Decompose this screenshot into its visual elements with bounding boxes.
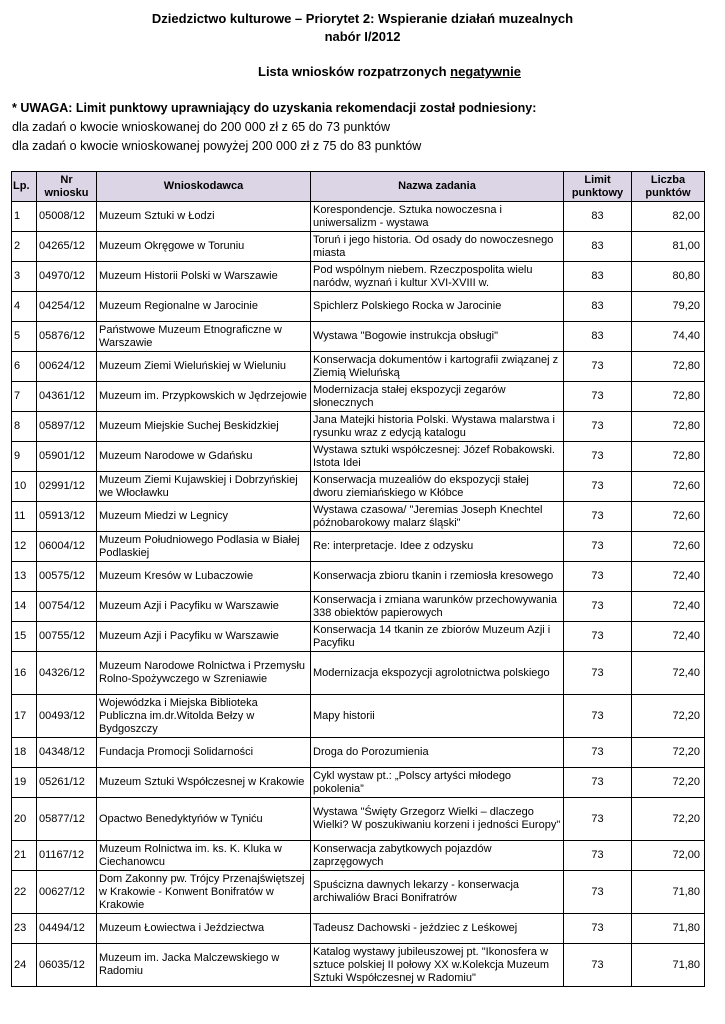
cell-applicant: Muzeum Azji i Pacyfiku w Warszawie [97, 622, 311, 652]
cell-nr: 00493/12 [37, 695, 97, 738]
cell-lp: 11 [12, 502, 37, 532]
table-row [12, 412, 705, 442]
cell-nr: 04970/12 [37, 262, 97, 292]
cell-task: Konserwacja zbioru tkanin i rzemiosła kresowego [311, 562, 564, 592]
cell-applicant: Muzeum Azji i Pacyfiku w Warszawie [97, 592, 311, 622]
table-row [12, 382, 705, 412]
cell-applicant: Wojewódzka i Miejska Biblioteka Publiczna im.dr.Witolda Bełzy w Bydgoszczy [97, 695, 311, 738]
cell-score: 72,60 [632, 532, 705, 562]
cell-task: Pod wspólnym niebem. Rzeczpospolita wielu naródw, wyznań i kultur XVI-XVIII w. [311, 262, 564, 292]
threshold-note-low: dla zadań o kwocie wnioskowanej do 200 000 zł z 65 do 73 punktów [12, 120, 391, 134]
cell-applicant: Fundacja Promocji Solidarności [97, 738, 311, 768]
table-row [12, 871, 705, 914]
list-heading [258, 64, 521, 79]
cell-score: 72,40 [632, 562, 705, 592]
cell-limit: 83 [564, 322, 632, 352]
warning-note: * UWAGA: Limit punktowy uprawniający do uzyskania rekomendacji został podniesiony: [12, 101, 537, 115]
cell-lp: 9 [12, 442, 37, 472]
cell-score: 72,20 [632, 695, 705, 738]
table-row [12, 442, 705, 472]
cell-applicant: Państwowe Muzeum Etnograficzne w Warszawie [97, 322, 311, 352]
cell-applicant: Muzeum Miejskie Suchej Beskidzkiej [97, 412, 311, 442]
cell-limit: 73 [564, 944, 632, 987]
table-row [12, 695, 705, 738]
cell-nr: 05261/12 [37, 768, 97, 798]
cell-score: 71,80 [632, 944, 705, 987]
table-row [12, 914, 705, 944]
header-nr: Nr wniosku [37, 172, 97, 202]
cell-applicant: Muzeum Sztuki Współczesnej w Krakowie [97, 768, 311, 798]
table-row [12, 944, 705, 987]
cell-task: Katalog wystawy jubileuszowej pt. "Ikonosfera w sztuce polskiej II połowy XX w.Kolekcja Muzeum Sztuki Współczesnej w Radomiu" [311, 944, 564, 987]
cell-limit: 73 [564, 914, 632, 944]
cell-score: 71,80 [632, 914, 705, 944]
cell-applicant: Muzeum Ziemi Wieluńskiej w Wieluniu [97, 352, 311, 382]
cell-task: Re: interpretacje. Idee z odzysku [311, 532, 564, 562]
cell-nr: 05008/12 [37, 202, 97, 232]
cell-task: Konserwacja 14 tkanin ze zbiorów Muzeum Azji i Pacyfiku [311, 622, 564, 652]
cell-applicant: Muzeum im. Jacka Malczewskiego w Radomiu [97, 944, 311, 987]
cell-nr: 05913/12 [37, 502, 97, 532]
cell-limit: 83 [564, 262, 632, 292]
cell-nr: 05901/12 [37, 442, 97, 472]
cell-applicant: Muzeum Rolnictwa im. ks. K. Kluka w Ciechanowcu [97, 841, 311, 871]
cell-task: Konserwacja i zmiana warunków przechowywania 338 obiektów papierowych [311, 592, 564, 622]
cell-lp: 10 [12, 472, 37, 502]
cell-applicant: Muzeum Okręgowe w Toruniu [97, 232, 311, 262]
header-applicant: Wnioskodawca [97, 172, 311, 202]
cell-lp: 22 [12, 871, 37, 914]
cell-task: Tadeusz Dachowski - jeździec z Leśkowej [311, 914, 564, 944]
cell-limit: 83 [564, 292, 632, 322]
table-row [12, 798, 705, 841]
cell-applicant: Muzeum Narodowe Rolnictwa i Przemysłu Rolno-Spożywczego w Szreniawie [97, 652, 311, 695]
cell-task: Konserwacja muzealiów do ekspozycji stałej dworu ziemiańskiego w Kłóbce [311, 472, 564, 502]
cell-limit: 73 [564, 412, 632, 442]
table-row [12, 352, 705, 382]
document-title: Dziedzictwo kulturowe – Priorytet 2: Wspieranie działań muzealnych [151, 11, 574, 26]
table-row [12, 292, 705, 322]
cell-lp: 24 [12, 944, 37, 987]
cell-score: 72,80 [632, 382, 705, 412]
cell-applicant: Muzeum Miedzi w Legnicy [97, 502, 311, 532]
cell-applicant: Muzeum Łowiectwa i Jeździectwa [97, 914, 311, 944]
cell-limit: 83 [564, 202, 632, 232]
cell-score: 72,40 [632, 592, 705, 622]
cell-score: 80,80 [632, 262, 705, 292]
cell-task: Cykl wystaw pt.: „Polscy artyści młodego pokolenia” [311, 768, 564, 798]
cell-nr: 00627/12 [37, 871, 97, 914]
cell-lp: 5 [12, 322, 37, 352]
cell-task: Modernizacja ekspozycji agrolotnictwa polskiego [311, 652, 564, 695]
cell-lp: 16 [12, 652, 37, 695]
cell-lp: 1 [12, 202, 37, 232]
cell-score: 72,40 [632, 652, 705, 695]
cell-nr: 04361/12 [37, 382, 97, 412]
cell-task: Wystawa "Bogowie instrukcja obsługi" [311, 322, 564, 352]
cell-task: Droga do Porozumienia [311, 738, 564, 768]
cell-lp: 17 [12, 695, 37, 738]
cell-task: Wystawa "Święty Grzegorz Wielki – dlaczego Wielki? W poszukiwaniu korzeni i jedności Europy" [311, 798, 564, 841]
cell-task: Toruń i jego historia. Od osady do nowoczesnego miasta [311, 232, 564, 262]
cell-applicant: Muzeum Narodowe w Gdańsku [97, 442, 311, 472]
cell-lp: 8 [12, 412, 37, 442]
table-row [12, 592, 705, 622]
cell-limit: 83 [564, 232, 632, 262]
cell-lp: 23 [12, 914, 37, 944]
table-row [12, 841, 705, 871]
cell-nr: 04494/12 [37, 914, 97, 944]
cell-score: 79,20 [632, 292, 705, 322]
cell-score: 81,00 [632, 232, 705, 262]
cell-nr: 00575/12 [37, 562, 97, 592]
cell-nr: 05876/12 [37, 322, 97, 352]
cell-nr: 04348/12 [37, 738, 97, 768]
list-heading-prefix: Lista wniosków rozpatrzonych [258, 64, 451, 79]
cell-nr: 05877/12 [37, 798, 97, 841]
cell-task: Spuścizna dawnych lekarzy - konserwacja archiwaliów Braci Bonifratrów [311, 871, 564, 914]
cell-nr: 04254/12 [37, 292, 97, 322]
cell-task: Wystawa czasowa/ "Jeremias Joseph Knechtel późnobarokowy malarz śląski" [311, 502, 564, 532]
cell-limit: 73 [564, 592, 632, 622]
cell-limit: 73 [564, 352, 632, 382]
cell-nr: 00755/12 [37, 622, 97, 652]
cell-task: Jana Matejki historia Polski. Wystawa malarstwa i rysunku wraz z edycją katalogu [311, 412, 564, 442]
cell-nr: 04265/12 [37, 232, 97, 262]
cell-applicant: Muzeum Historii Polski w Warszawie [97, 262, 311, 292]
cell-nr: 00754/12 [37, 592, 97, 622]
cell-applicant: Muzeum Regionalne w Jarocinie [97, 292, 311, 322]
cell-score: 72,20 [632, 768, 705, 798]
cell-lp: 20 [12, 798, 37, 841]
cell-task: Konserwacja dokumentów i kartografii związanej z Ziemią Wieluńską [311, 352, 564, 382]
cell-applicant: Muzeum im. Przypkowskich w Jędrzejowie [97, 382, 311, 412]
cell-score: 72,60 [632, 472, 705, 502]
cell-lp: 19 [12, 768, 37, 798]
cell-applicant: Dom Zakonny pw. Trójcy Przenajświętszej w Krakowie - Konwent Bonifratów w Krakowie [97, 871, 311, 914]
cell-nr: 06004/12 [37, 532, 97, 562]
cell-lp: 6 [12, 352, 37, 382]
cell-nr: 01167/12 [37, 841, 97, 871]
cell-limit: 73 [564, 871, 632, 914]
cell-lp: 4 [12, 292, 37, 322]
cell-lp: 2 [12, 232, 37, 262]
cell-lp: 12 [12, 532, 37, 562]
cell-score: 72,60 [632, 502, 705, 532]
applications-table [11, 171, 705, 987]
cell-nr: 04326/12 [37, 652, 97, 695]
cell-limit: 73 [564, 768, 632, 798]
threshold-note-high: dla zadań o kwocie wnioskowanej powyżej 200 000 zł z 75 do 83 punktów [12, 139, 422, 153]
cell-score: 74,40 [632, 322, 705, 352]
table-row [12, 232, 705, 262]
cell-task: Spichlerz Polskiego Rocka w Jarocinie [311, 292, 564, 322]
cell-score: 72,00 [632, 841, 705, 871]
table-row [12, 322, 705, 352]
list-heading-emphasis: negatywnie [450, 64, 521, 79]
header-limit: Limit punktowy [564, 172, 632, 202]
cell-score: 72,40 [632, 622, 705, 652]
cell-limit: 73 [564, 695, 632, 738]
cell-task: Korespondencje. Sztuka nowoczesna i uniwersalizm - wystawa [311, 202, 564, 232]
table-row [12, 768, 705, 798]
table-row [12, 738, 705, 768]
cell-nr: 00624/12 [37, 352, 97, 382]
cell-task: Mapy historii [311, 695, 564, 738]
table-row [12, 532, 705, 562]
cell-limit: 73 [564, 622, 632, 652]
cell-lp: 15 [12, 622, 37, 652]
cell-score: 72,20 [632, 738, 705, 768]
table-row [12, 562, 705, 592]
table-row [12, 652, 705, 695]
cell-lp: 3 [12, 262, 37, 292]
cell-lp: 21 [12, 841, 37, 871]
cell-nr: 02991/12 [37, 472, 97, 502]
cell-limit: 73 [564, 532, 632, 562]
cell-applicant: Opactwo Benedyktyńów w Tyniću [97, 798, 311, 841]
header-score: Liczba punktów [632, 172, 705, 202]
cell-limit: 73 [564, 798, 632, 841]
cell-limit: 73 [564, 472, 632, 502]
cell-task: Konserwacja zabytkowych pojazdów zaprzęgowych [311, 841, 564, 871]
cell-limit: 73 [564, 442, 632, 472]
cell-score: 72,80 [632, 412, 705, 442]
table-row [12, 472, 705, 502]
cell-lp: 18 [12, 738, 37, 768]
cell-limit: 73 [564, 652, 632, 695]
cell-limit: 73 [564, 738, 632, 768]
cell-lp: 7 [12, 382, 37, 412]
cell-nr: 05897/12 [37, 412, 97, 442]
cell-lp: 13 [12, 562, 37, 592]
cell-limit: 73 [564, 562, 632, 592]
cell-applicant: Muzeum Ziemi Kujawskiej i Dobrzyńskiej we Włocławku [97, 472, 311, 502]
table-row [12, 502, 705, 532]
cell-score: 72,80 [632, 352, 705, 382]
document-subtitle-call: nabór I/2012 [324, 29, 401, 44]
cell-score: 72,20 [632, 798, 705, 841]
header-lp: Lp. [12, 172, 37, 202]
cell-task: Wystawa sztuki współczesnej: Józef Robakowski. Istota Idei [311, 442, 564, 472]
header-task: Nazwa zadania [311, 172, 564, 202]
cell-limit: 73 [564, 841, 632, 871]
cell-applicant: Muzeum Sztuki w Łodzi [97, 202, 311, 232]
table-header-row [12, 172, 705, 202]
cell-lp: 14 [12, 592, 37, 622]
cell-limit: 73 [564, 502, 632, 532]
table-row [12, 622, 705, 652]
cell-applicant: Muzeum Południowego Podlasia w Białej Podlaskiej [97, 532, 311, 562]
cell-applicant: Muzeum Kresów w Lubaczowie [97, 562, 311, 592]
cell-score: 72,80 [632, 442, 705, 472]
table-row [12, 262, 705, 292]
cell-score: 82,00 [632, 202, 705, 232]
cell-limit: 73 [564, 382, 632, 412]
cell-score: 71,80 [632, 871, 705, 914]
cell-nr: 06035/12 [37, 944, 97, 987]
table-row [12, 202, 705, 232]
cell-task: Modernizacja stałej ekspozycji zegarów słonecznych [311, 382, 564, 412]
